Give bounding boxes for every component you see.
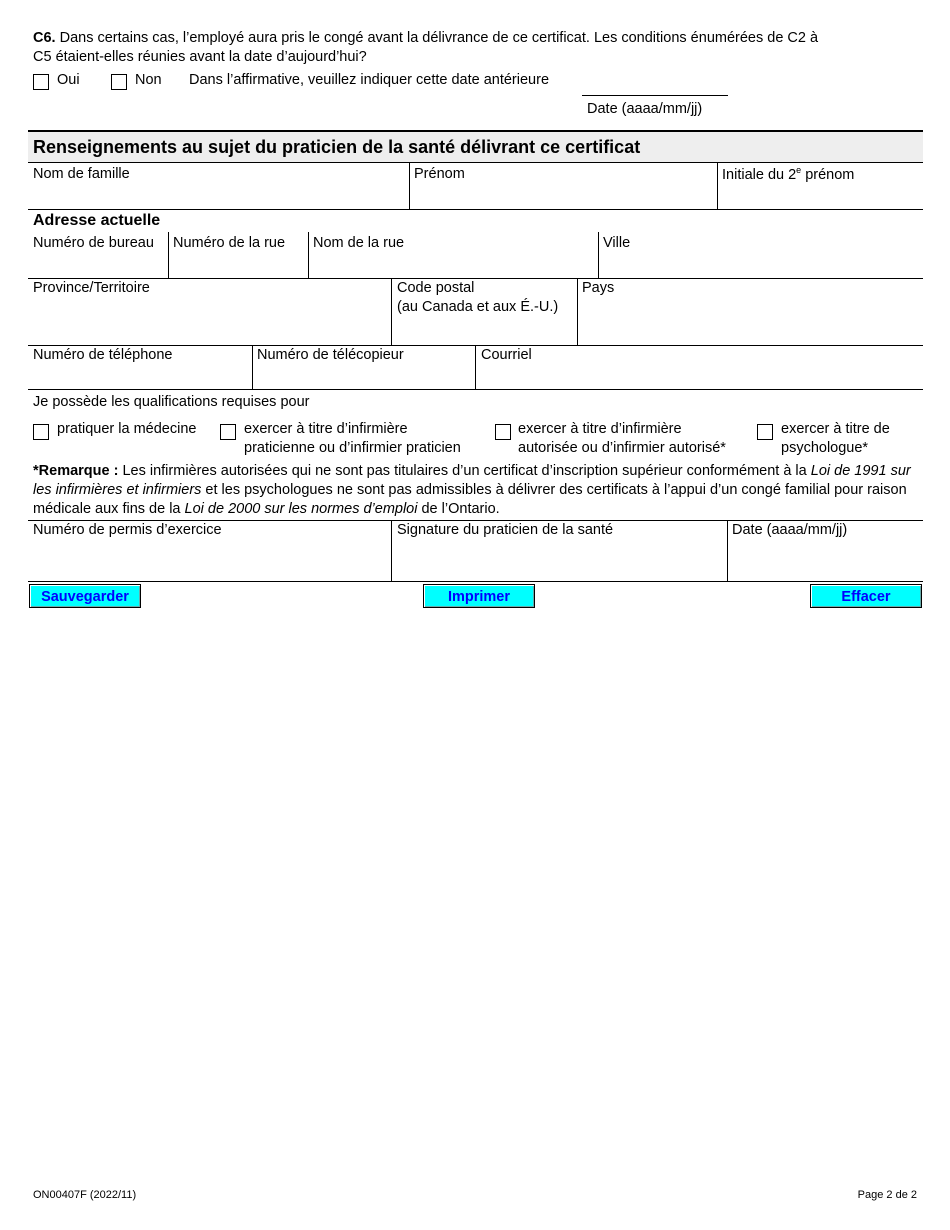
note-italic-2: Loi de 2000 sur les normes d’emploi: [184, 501, 418, 517]
qual-medicine-label: pratiquer la médecine: [57, 421, 197, 437]
city-label: Ville: [603, 235, 631, 251]
qual-rn-label-line2: autorisée ou d’infirmier autorisé*: [518, 440, 726, 456]
email-label: Courriel: [481, 347, 532, 363]
qual-rn-label-line1: exercer à titre d’infirmière: [518, 421, 682, 437]
prior-date-prompt: Dans l’affirmative, veuillez indiquer cette date antérieure: [189, 72, 550, 88]
qual-np-label-line2: praticienne ou d’infirmier praticien: [244, 440, 461, 456]
first-name-label: Prénom: [414, 166, 465, 182]
prior-date-input[interactable]: [582, 95, 728, 96]
note-star: *: [33, 463, 39, 479]
sign-date-label: Date (aaaa/mm/jj): [732, 522, 848, 538]
province-label: Province/Territoire: [33, 280, 150, 296]
note-italic-1: Loi de 1991 sur les infirmières et infirmiers: [33, 463, 911, 498]
page-number: Page 2 de 2: [857, 1189, 917, 1201]
fax-label: Numéro de télécopieur: [257, 347, 404, 363]
qual-np-checkbox[interactable]: [220, 424, 236, 440]
last-name-field[interactable]: [29, 185, 408, 208]
office-number-field[interactable]: [29, 254, 167, 277]
initial-label-post: prénom: [801, 167, 855, 183]
country-label: Pays: [582, 280, 615, 296]
c6-question-line2: C5 étaient-elles réunies avant la date d’aujourd’hui?: [33, 49, 367, 65]
divider: [28, 581, 923, 582]
print-button[interactable]: Imprimer: [423, 584, 535, 608]
city-field[interactable]: [599, 254, 922, 277]
qual-psych-label-line1: exercer à titre de: [781, 421, 890, 437]
c6-number: C6.: [33, 30, 56, 46]
qual-psych-label-line2: psychologue*: [781, 440, 869, 456]
qual-medicine-checkbox[interactable]: [33, 424, 49, 440]
non-label: Non: [135, 72, 162, 88]
phone-label: Numéro de téléphone: [33, 347, 173, 363]
street-number-label: Numéro de la rue: [173, 235, 286, 251]
middle-initial-label: [722, 166, 854, 185]
country-field[interactable]: [578, 300, 922, 344]
qual-np-label-line1: exercer à titre d’infirmière: [244, 421, 408, 437]
first-name-field[interactable]: [410, 185, 716, 208]
postal-code-label-line1: Code postal: [397, 280, 475, 296]
divider: [28, 209, 923, 210]
section-title: Renseignements au sujet du praticien de la santé délivrant ce certificat: [33, 137, 641, 157]
initial-label-pre: Initiale du 2: [722, 167, 797, 183]
oui-checkbox[interactable]: [33, 74, 49, 90]
form-code: ON00407F (2022/11): [33, 1189, 137, 1201]
non-checkbox[interactable]: [111, 74, 127, 90]
phone-field[interactable]: [29, 366, 251, 388]
divider: [28, 278, 923, 279]
office-number-label: Numéro de bureau: [33, 235, 154, 251]
address-heading: Adresse actuelle: [33, 212, 161, 229]
sign-date-field[interactable]: [728, 542, 922, 580]
street-name-label: Nom de la rue: [313, 235, 405, 251]
initial-label-sup: e: [796, 165, 802, 176]
practitioner-section-header: [28, 130, 923, 163]
postal-code-field[interactable]: [392, 319, 576, 344]
signature-field[interactable]: [392, 542, 726, 580]
fax-field[interactable]: [253, 366, 474, 388]
license-field[interactable]: [29, 542, 390, 580]
street-number-field[interactable]: [169, 254, 307, 277]
qualifications-prompt: Je possède les qualifications requises pour: [33, 394, 310, 410]
clear-button[interactable]: Effacer: [810, 584, 922, 608]
street-name-field[interactable]: [309, 254, 597, 277]
middle-initial-field[interactable]: [718, 186, 922, 208]
last-name-label: Nom de famille: [33, 166, 130, 182]
postal-code-label-line2: (au Canada et aux É.-U.): [397, 299, 559, 315]
prior-date-label: Date (aaaa/mm/jj): [587, 101, 703, 117]
c6-question-line1: Dans certains cas, l’employé aura pris le congé avant la délivrance de ce certificat. Les conditions énumérées de C2 à: [59, 30, 819, 46]
qual-psych-checkbox[interactable]: [757, 424, 773, 440]
license-label: Numéro de permis d’exercice: [33, 522, 222, 538]
note-text-1: Les infirmières autorisées qui ne sont pas titulaires d’un certificat d’inscription supérieur conformément à la: [118, 463, 811, 479]
signature-label: Signature du praticien de la santé: [397, 522, 614, 538]
note-label: Remarque :: [38, 463, 119, 479]
oui-label: Oui: [57, 72, 80, 88]
c6-question: [33, 29, 818, 48]
eligibility-note: [33, 462, 913, 519]
save-button[interactable]: Sauvegarder: [29, 584, 141, 608]
divider: [28, 389, 923, 390]
province-field[interactable]: [29, 300, 390, 344]
qual-rn-checkbox[interactable]: [495, 424, 511, 440]
note-text-2: et les psychologues ne sont pas admissibles à délivrer des certificats à l’appui d’un congé familial pour raison médicale aux fins de la: [33, 482, 907, 517]
note-text-3: de l’Ontario.: [417, 501, 500, 517]
email-field[interactable]: [476, 366, 922, 388]
